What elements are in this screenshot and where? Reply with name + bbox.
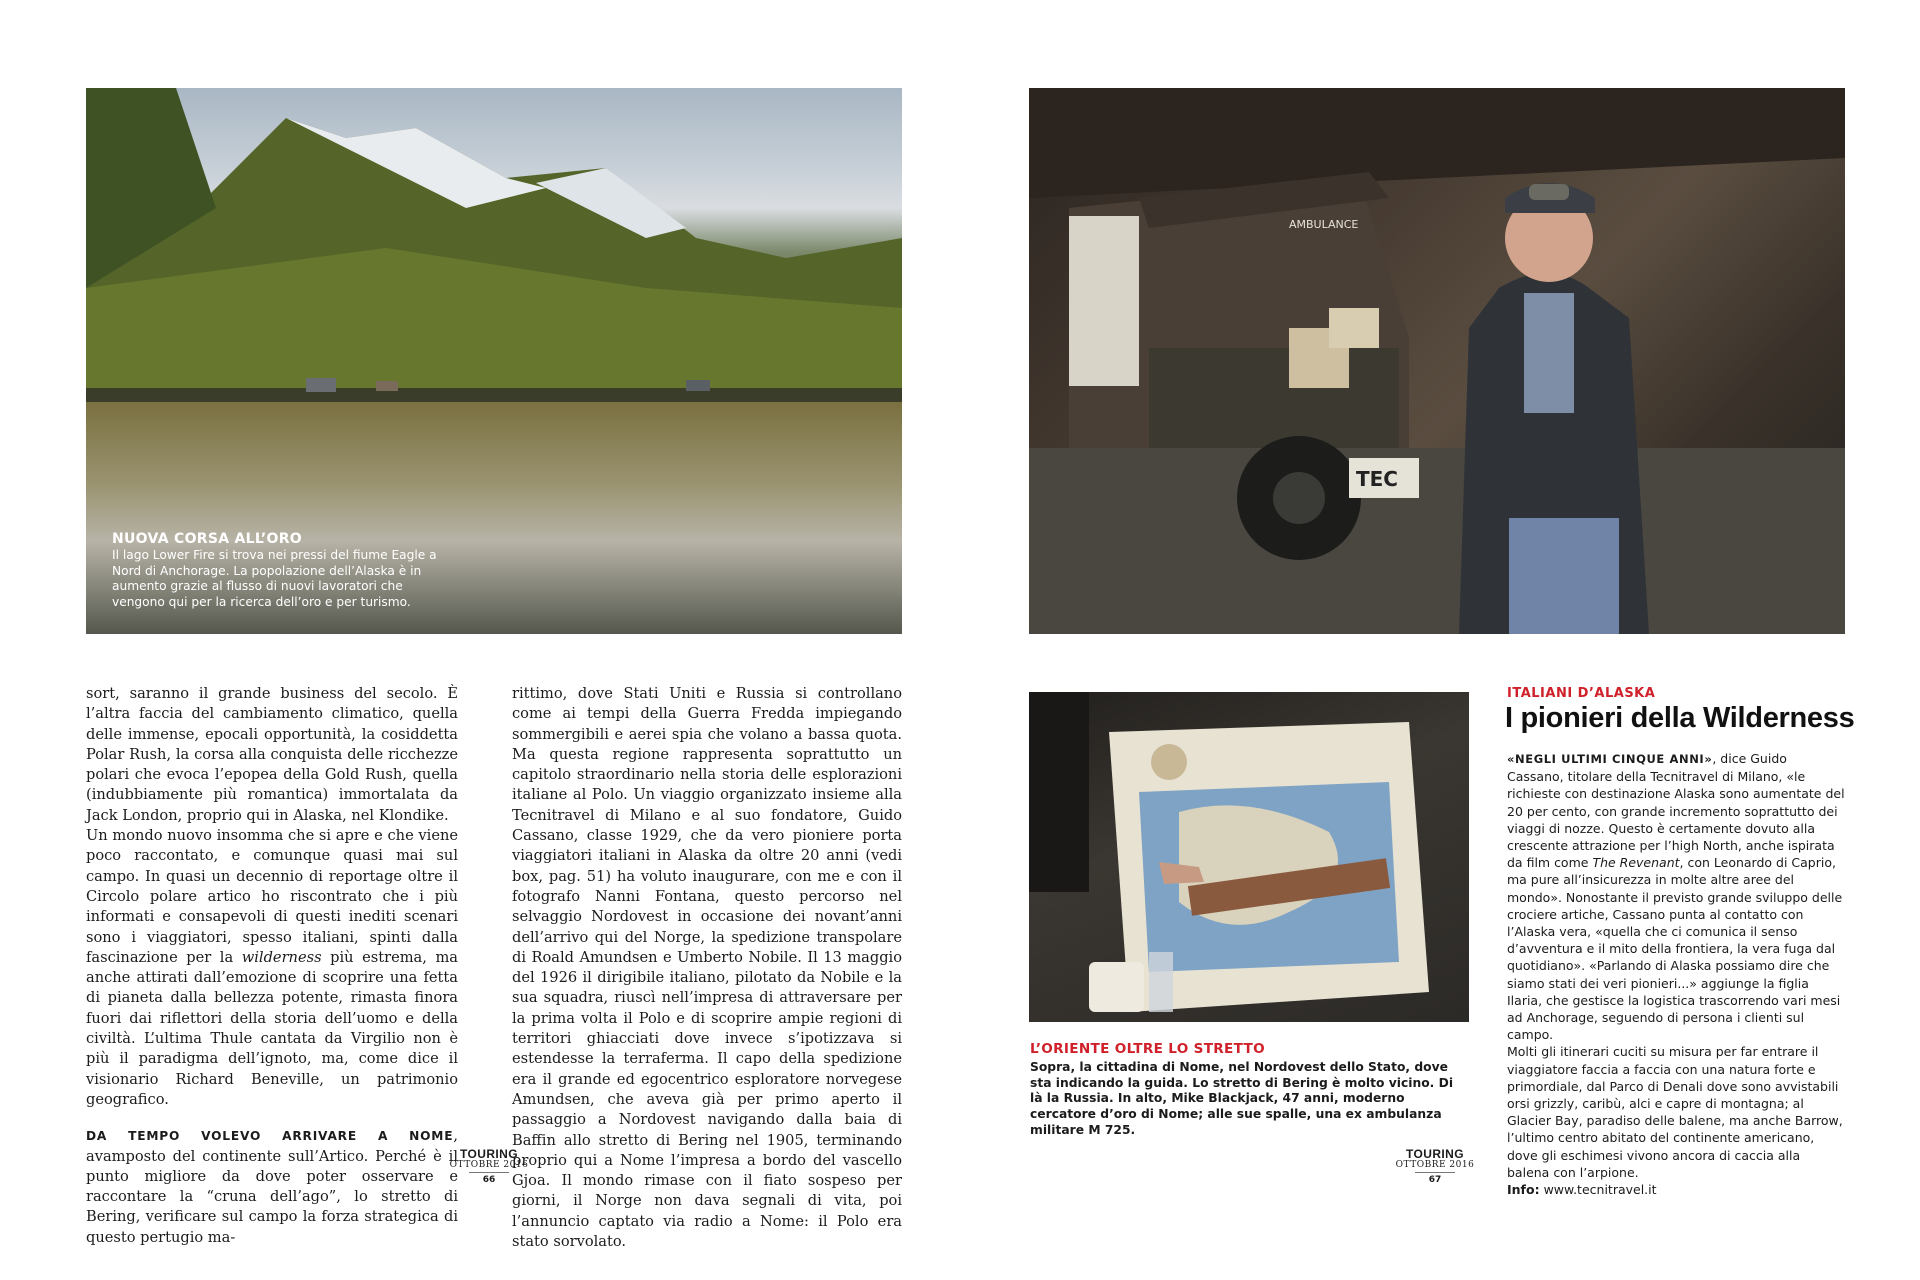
- lake-photo-caption: [112, 532, 452, 610]
- license-plate: TEC: [1356, 467, 1398, 491]
- paragraph: «NEGLI ULTIMI CINQUE ANNI», dice Guido Cassano, titolare della Tecnitravel di Milano, «le richieste con destinazione Alaska sono aumentate del 20 per cento, con grande incremento soprattutto dei viaggi di nozze. Questo è certamente dovuto alla crescente attrazione per l’high North, anche ispirata da film come The Revenant, con Leonardo di Caprio, ma pure all’insicurezza in molte altre aree del mondo». Nonostante il previsto grande sviluppo delle crociere artiche, Cassano punta al contatto con l’Alaska vera, «quella che ci comunica il senso d’avventura e il mito della frontiera, la vera fuga dal quotidiano». «Parlando di Alaska possiamo dire che siamo stati dei veri pionieri...» aggiunge la figlia Ilaria, che gestisce la logistica trascorrendo vari mesi ad Anchorage, seguendo di persona i clienti sul campo.: [1507, 751, 1845, 1043]
- folio-left: TOURING OTTOBRE 2016 66: [444, 1148, 534, 1185]
- paragraph: Molti gli itinerari cuciti su misura per far entrare il viaggiatore faccia a faccia con una natura forte e primordiale, dal Parco di Denali dove sono avvistabili orsi grizzly, caribù, alci e capre di montagna; al Glacier Bay, paradiso delle balene, ma anche Barrow, l’ultimo centro abitato del continente americano, dove gli eschimesi vivono ancora di caccia alla balena con l’arpione.: [1507, 1044, 1843, 1180]
- ambulance-man-image: [1029, 88, 1845, 634]
- article-column-left: [86, 684, 458, 1248]
- paragraph: rittimo, dove Stati Uniti e Russia si controllano come ai tempi della Guerra Fredda impiegando sommergibili e aerei spia che volano a bassa quota. Ma questa regione rappresenta soprattutto un capitolo straordinario nella storia delle esplorazioni italiane al Polo. Un viaggio organizzato insieme alla Tecnitravel di Milano e al suo fondatore, Guido Cassano, classe 1929, che da vero pioniere porta viaggiatori italiani in Alaska da oltre 20 anni (vedi box, pag. 51) ha voluto inaugurare, con me e con il fotografo Nanni Fontana, questo percorso nel selvaggio Nordovest in occasione dei novant’anni dell’arrivo qui del Norge, la spedizione transpolare di Roald Amundsen e Umberto Nobile. Il 13 maggio del 1926 il dirigibile italiano, pilotato da Nobile e la sua squadra, riuscì nell’impresa di attraversare per la prima volta il Polo e di scoprire ampie regioni di territori ghiacciati dove invece s’ipotizzava si estendesse la terraferma. Il capo della spedizione era il grande ed egocentrico esploratore norvegese Amundsen, che aveva già per primo aperto il passaggio a Nordovest navigando dalla baia di Baffin allo stretto di Bering nel 1905, terminando proprio qui a Nome l’impresa a bordo del vascello Gjoa. Il mondo rimase con il fiato sospeso per giorni, il Norge non dava segnali di vita, poi l’annuncio captato via radio a Nome: il Polo era stato sorvolato.: [512, 685, 902, 1251]
- folio-right: TOURING OTTOBRE 2016 67: [1390, 1148, 1480, 1185]
- map-caption-text: Sopra, la cittadina di Nome, nel Nordovest dello Stato, dove sta indicando la guida. Lo stretto di Bering è molto vicino. Di là la Russia. In alto, Mike Blackjack, 47 anni, moderno cercatore d’oro di Nome; alle sue spalle, una ex ambulanza militare M 725.: [1030, 1059, 1454, 1137]
- garage-ambulance-photo: [1029, 88, 1845, 634]
- paragraph: sort, saranno il grande business del secolo. È l’altra faccia del cambiamento climatico, quella delle immense, epocali opportunità, la cosiddetta Polar Rush, la corsa alla conquista delle ricchezze polari che evoca l’epopea della Gold Rush, quella (indubbiamente più romantica) immortalata da Jack London, proprio qui in Alaska, nel Klondike.: [86, 685, 458, 824]
- lake-caption-title: NUOVA CORSA ALL’ORO: [112, 531, 303, 547]
- page-number: 67: [1428, 1175, 1442, 1185]
- paragraph: Un mondo nuovo insomma che si apre e che viene poco raccontato, e comunque quasi mai sul campo. In quasi un decennio di reportage oltre il Circolo polare artico ho riscontrato che i più informati e consapevoli di questi inediti scenari sono i viaggiatori, spesso italiani, spinti dalla fascinazione per la wilderness più estrema, ma anche attirati dall’emozione di scoprire una fetta di pianeta dalla bellezza potente, rimasta finora fuori dai riflettori della storia dell’uomo e della civiltà. L’ultima Thule cantata da Virgilio non è più il paradigma dell’ignoto, ma, come dice il visionario Richard Beneville, un patrimonio geografico.: [86, 827, 459, 1108]
- info-line: Info: www.tecnitravel.it: [1507, 1182, 1657, 1198]
- ambulance-label: AMBULANCE: [1289, 218, 1359, 231]
- map-caption-title: L’ORIENTE OLTRE LO STRETTO: [1030, 1041, 1265, 1057]
- lake-caption-text: Il lago Lower Fire si trova nei pressi del fiume Eagle a Nord di Anchorage. La popolazione dell’Alaska è in aumento grazie al flusso di nuovi lavoratori che vengono qui per la ricerca dell’oro e per turismo.: [112, 548, 437, 609]
- sidebar-headline: I pionieri della Wilderness: [1505, 702, 1855, 734]
- paragraph: DA TEMPO VOLEVO ARRIVARE A NOME, avamposto del continente sull’Artico. Perché è il punto migliore da dove poter osservare e raccontare la “cruna dell’ago”, lo stretto di Bering, verificare sul campo la forza strategica di questo pertugio ma-: [86, 1127, 458, 1246]
- alaska-map-image: [1029, 692, 1469, 1022]
- page-number: 66: [482, 1175, 496, 1185]
- article-column-middle: [512, 684, 902, 1252]
- sidebar-kicker: ITALIANI D’ALASKA: [1507, 686, 1656, 701]
- map-photo: [1029, 692, 1469, 1022]
- sidebar-body: [1507, 750, 1845, 1198]
- map-photo-caption: [1030, 1042, 1460, 1139]
- info-link[interactable]: www.tecnitravel.it: [1543, 1182, 1657, 1198]
